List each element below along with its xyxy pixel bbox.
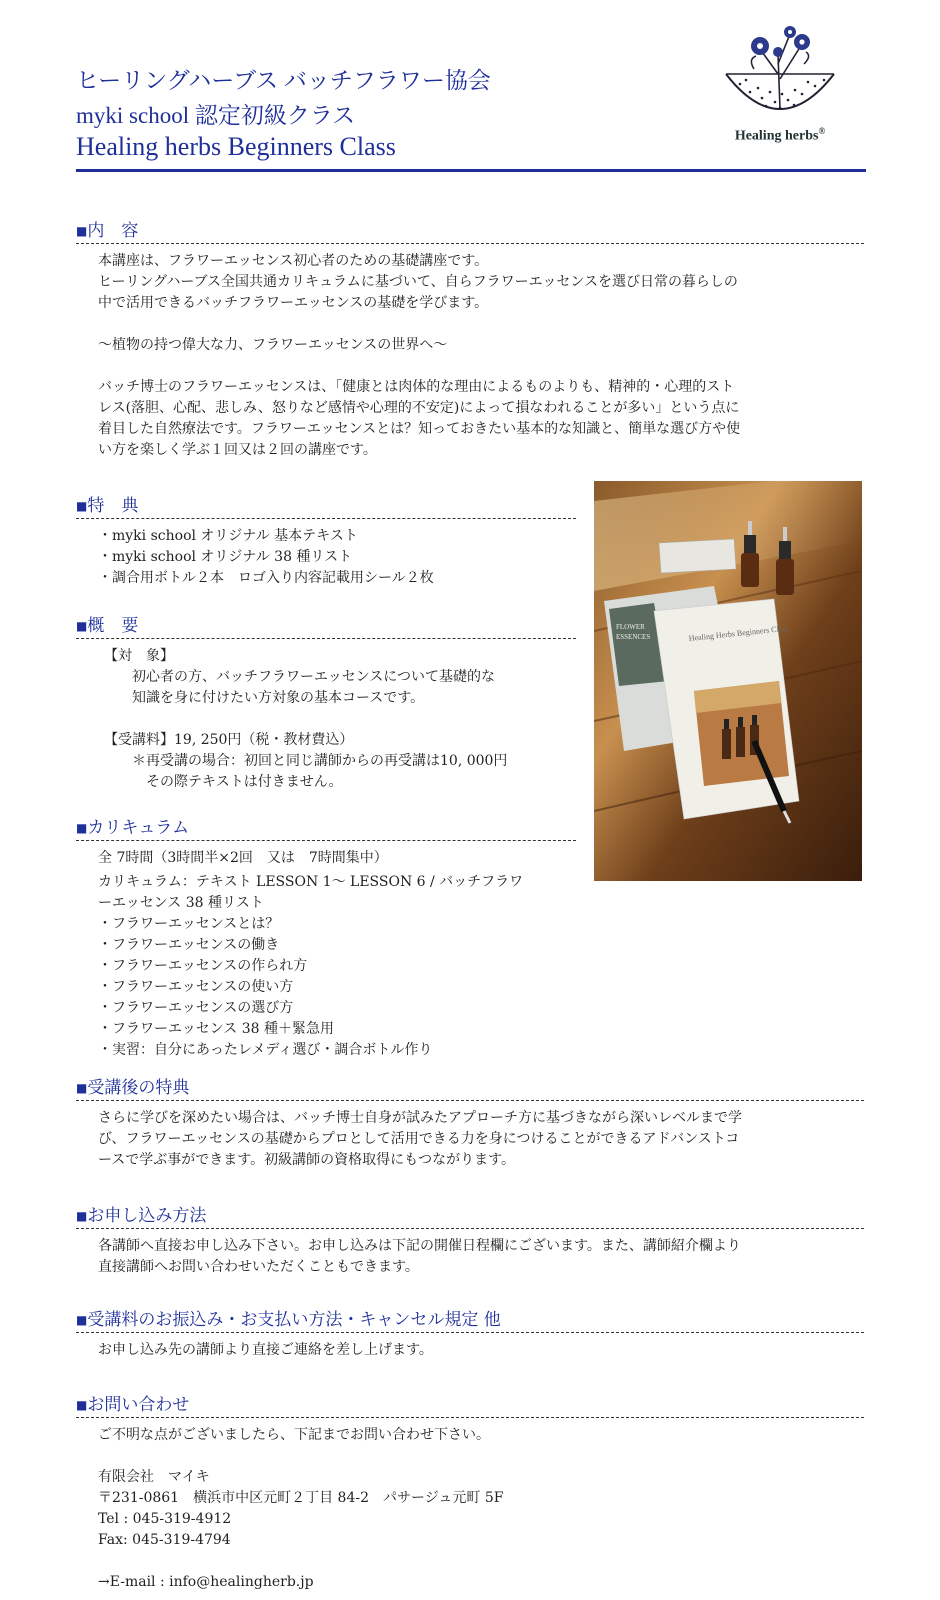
page-title-en: Healing herbs Beginners Class: [76, 132, 396, 161]
list-item: ・フラワーエッセンスとは？: [98, 916, 280, 932]
section-body: 本講座は、フラワーエッセンス初心者のための基礎講座です。 ヒーリングハーブス全国共通カリキュラムに基づいて、自らフラワーエッセンスを選び日常の暮らしの 中で活用できるバッチフラワーエッセンスの基礎を学びます。 ～植物の持つ偉大な力、フラワーエッセンスの世界へ～ バッチ博士のフラワーエッセンスは、「健康とは肉体的な理由によるものよりも、精神的・心理的スト レス(落胆、心配、悲しみ、怒りなど感情や心理的不安定)によって損なわれることが多い」という点に 着目した自然療法です。フラワーエッセンスとは？知っておきたい基本的な知識と、簡単な選び方や使 い方を楽しく学ぶ１回又は２回の講座です。: [98, 253, 741, 458]
course-materials-photo: [594, 481, 862, 881]
address: 〒231-0861 横浜市中区元町２丁目 84-2 パサージュ元町 5F: [98, 1490, 504, 1506]
cover-title: ESSENCES: [616, 633, 651, 641]
section-curriculum: [76, 818, 576, 1061]
booklet-title: Healing Herbs Beginners Class: [688, 623, 789, 643]
section-heading: ■受講後の特典: [76, 1078, 864, 1101]
logo-text: Healing herbs®: [734, 126, 826, 144]
list-item: ・フラワーエッセンスの選び方: [98, 1000, 294, 1016]
section-heading: ■概 要: [76, 616, 576, 639]
section-payment: [76, 1310, 864, 1361]
section-heading: ■受講料のお振込み・お支払い方法・キャンセル規定 他: [76, 1310, 864, 1333]
contact-body: ご不明な点がございましたら、下記までお問い合わせ下さい。 有限会社 マイキ 〒231-0861 横浜市中区元町２丁目 84-2 パサージュ元町 5F Tel : 045-319-4912 Fax: 045-319-4794 →E-mail : info@healingherb.jp: [76, 1425, 864, 1593]
curriculum-body: 全 7時間（3時間半×2回 又は 7時間集中） カリキュラム：テキスト LESSON 1～ LESSON 6 / バッチフラワ ーエッセンス 38 種リスト ・フラワーエッセンスとは？ ・フラワーエッセンスの働き ・フラワーエッセンスの作られ方 ・フラワーエッセンスの使い方 ・フラワーエッセンスの選び方 ・フラワーエッセンス 38 種＋緊急用 ・実習：自分にあったレメディ選び・調合ボトル作り: [76, 848, 576, 1061]
section-heading: ■お問い合わせ: [76, 1395, 864, 1418]
header-divider: [76, 169, 866, 172]
page-title-jp: ヒーリングハーブス バッチフラワー協会: [76, 68, 491, 93]
list-item: ・フラワーエッセンス 38 種＋緊急用: [98, 1021, 335, 1037]
email-link[interactable]: →E-mail : info@healingherb.jp: [98, 1574, 314, 1590]
list-item: ・myki school オリジナル 基本テキスト: [98, 528, 358, 544]
list-item: ・フラワーエッセンスの働き: [98, 937, 280, 953]
card-shape: [659, 539, 736, 573]
page-subtitle-class: myki school 認定初級クラス: [76, 103, 356, 128]
flower-bowl-icon: [720, 14, 840, 129]
list-item: ・myki school オリジナル 38 種リスト: [98, 549, 353, 565]
section-body: お申し込み先の講師より直接ご連絡を差し上げます。: [98, 1342, 433, 1358]
section-heading: ■特 典: [76, 496, 576, 519]
section-heading: ■お申し込み方法: [76, 1206, 864, 1229]
section-body: 各講師へ直接お申し込み下さい。お申し込みは下記の開催日程欄にございます。また、講師紹介欄より 直接講師へお問い合わせいただくこともできます。: [98, 1238, 741, 1275]
cover-title: FLOWER: [616, 623, 645, 631]
section-content: [76, 221, 864, 461]
list-item: ・調合用ボトル２本 ロゴ入り内容記載用シール２枚: [98, 570, 434, 586]
section-overview: [76, 616, 576, 793]
list-item: ・フラワーエッセンスの使い方: [98, 979, 294, 995]
healing-herbs-logo: [720, 14, 840, 154]
section-contact: [76, 1395, 864, 1593]
section-heading: ■内 容: [76, 221, 864, 244]
section-apply: [76, 1206, 864, 1278]
section-body: さらに学びを深めたい場合は、バッチ博士自身が試みたアプローチ方に基づきながら深いレベルまで学 び、フラワーエッセンスの基礎からプロとして活用できる力を身につけることができるアドバンストコ ースで学ぶ事ができます。初級講師の資格取得にもつながります。: [98, 1110, 742, 1168]
section-benefits: [76, 496, 576, 589]
tel: Tel : 045-319-4912: [98, 1511, 232, 1527]
list-item: ・フラワーエッセンスの作られ方: [98, 958, 308, 974]
section-heading: ■カリキュラム: [76, 818, 576, 841]
benefits-list: [76, 526, 576, 589]
company-name: 有限会社 マイキ: [98, 1469, 210, 1485]
section-after-course: [76, 1078, 864, 1171]
overview-body: 【対 象】 初心者の方、バッチフラワーエッセンスについて基礎的な 知識を身に付けたい方対象の基本コースです。 【受講料】19, 250円（税・教材費込） ＊再受講の場合：初回と同じ講師からの再受講は10, 000円 その際テキストは付きません。: [104, 648, 508, 790]
fax: Fax: 045-319-4794: [98, 1532, 231, 1548]
list-item: ・実習：自分にあったレメディ選び・調合ボトル作り: [98, 1042, 433, 1058]
